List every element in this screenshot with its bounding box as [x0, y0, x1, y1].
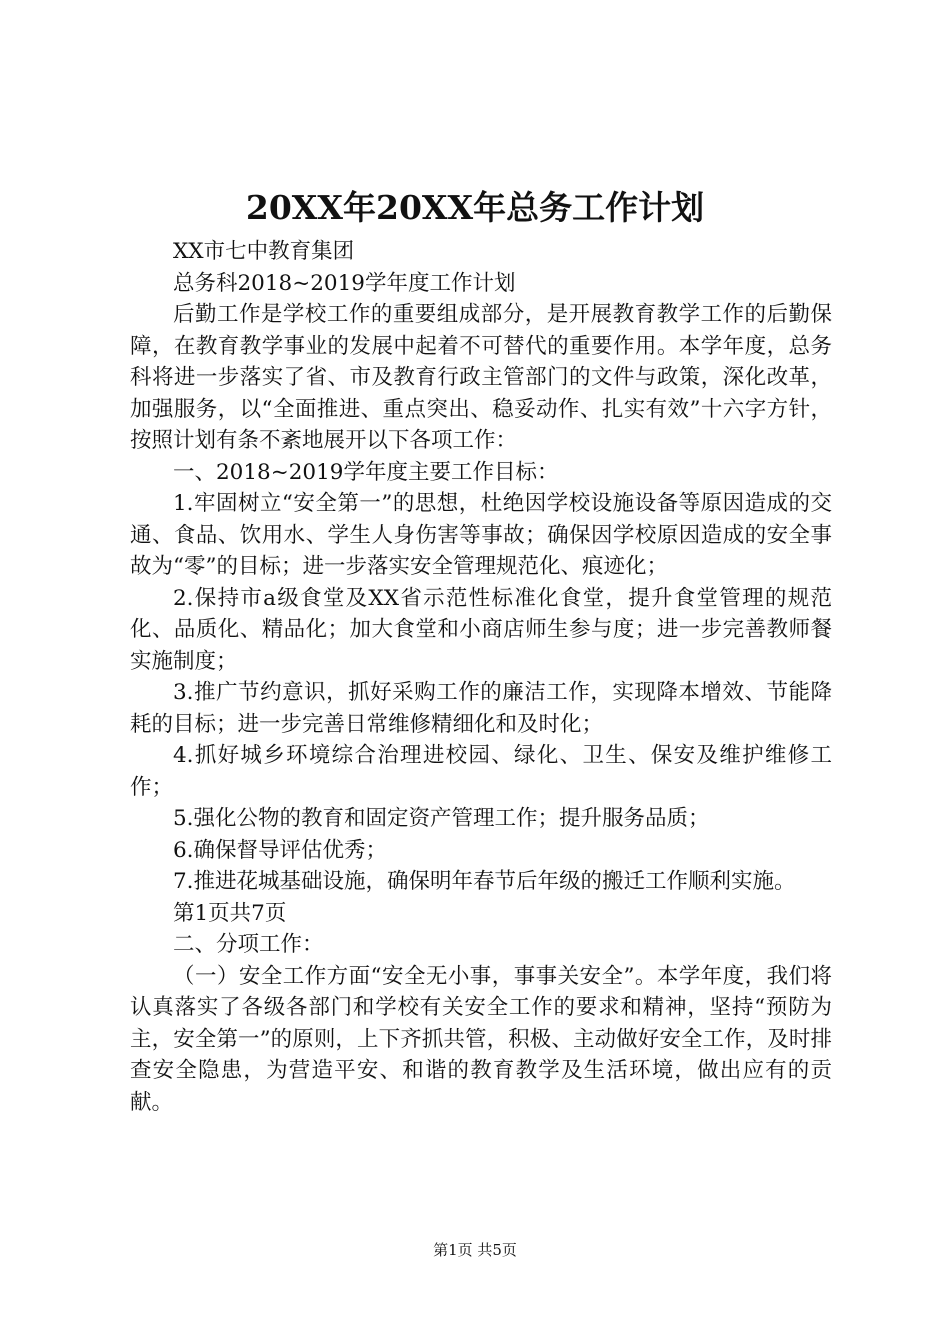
goal-item-1: 1.牢固树立“安全第一”的思想，杜绝因学校设施设备等原因造成的交通、食品、饮用水、学生人身伤害等事故；确保因学校原因造成的安全事故为“零”的目标；进一步落实安全管理规范化、痕迹化； [130, 491, 832, 579]
section-heading-tasks: 二、分项工作： [173, 932, 324, 957]
goal-item-2: 2.保持市a级食堂及XX省示范性标准化食堂，提升食堂管理的规范化、品质化、精品化；加大食堂和小商店师生参与度；进一步完善教师餐实施制度； [130, 585, 832, 674]
document-body [130, 236, 832, 1118]
intro-paragraph: 后勤工作是学校工作的重要组成部分，是开展教育教学工作的后勤保障，在教育教学事业的发展中起着不可替代的重要作用。本学年度，总务科将进一步落实了省、市及教育行政主管部门的文件与政策，深化改革，加强服务，以“全面推进、重点突出、稳妥动作、扎实有效”十六字方针，按照计划有条不紊地展开以下各项工作： [130, 302, 832, 453]
goal-item-3: 3.推广节约意识，抓好采购工作的廉洁工作，实现降本增效、节能降耗的目标；进一步完善日常维修精细化和及时化； [130, 680, 832, 737]
document-title: 20XX年20XX年总务工作计划 [245, 188, 705, 227]
goal-item-4: 4.抓好城乡环境综合治理进校园、绿化、卫生、保安及维护维修工作； [130, 743, 832, 800]
plan-subtitle-line: 总务科2018~2019学年度工作计划 [173, 270, 516, 296]
safety-work-paragraph: （一）安全工作方面“安全无小事，事事关安全”。本学年度，我们将认真落实了各级各部门和学校有关安全工作的要求和精神，坚持“预防为主，安全第一”的原则，上下齐抓共管，积极、主动做好安全工作，及时排查安全隐患，为营造平安、和谐的教育教学及生活环境，做出应有的贡献。 [130, 963, 832, 1115]
goal-item-7: 7.推进花城基础设施，确保明年春节后年级的搬迁工作顺利实施。 [173, 869, 796, 894]
page-footer: 第1页 共5页 [433, 1241, 517, 1259]
inline-page-marker: 第1页共7页 [173, 900, 287, 926]
section-heading-goals: 一、2018~2019学年度主要工作目标： [173, 459, 559, 485]
goal-item-5: 5.强化公物的教育和固定资产管理工作；提升服务品质； [173, 806, 710, 831]
goal-item-6: 6.确保督导评估优秀； [173, 837, 388, 863]
organization-line: XX市七中教育集团 [173, 239, 355, 264]
